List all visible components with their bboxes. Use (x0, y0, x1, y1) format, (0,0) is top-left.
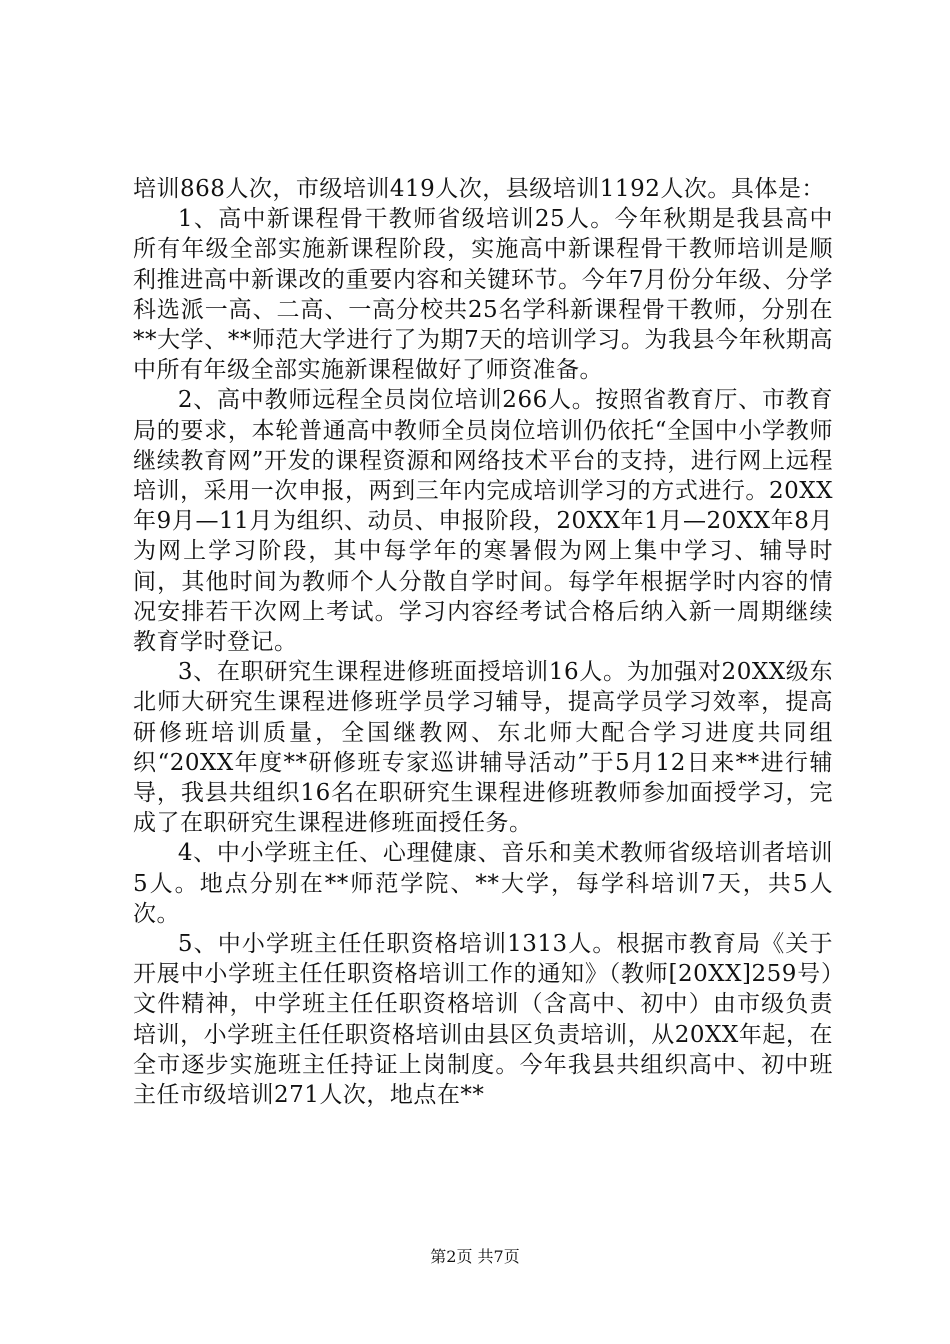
document-body (133, 174, 833, 1110)
page-footer: 第2页 共7页 (430, 1247, 520, 1266)
paragraph-item-5: 5、中小学班主任任职资格培训1313人。根据市教育局《关于开展中小学班主任任职资格培训工作的通知》（教师[20XX]259号）文件精神，中学班主任任职资格培训（含高中、初中）由市级负责培训，小学班主任任职资格培训由县区负责培训，从20XX年起，在全市逐步实施班主任持证上岗制度。今年我县共组织高中、初中班主任市级培训271人次，地点在** (133, 931, 833, 1109)
paragraph-intro: 培训868人次，市级培训419人次，县级培训1192人次。具体是： (133, 176, 825, 202)
paragraph-item-1: 1、高中新课程骨干教师省级培训25人。今年秋期是我县高中所有年级全部实施新课程阶段，实施高中新课程骨干教师培训是顺利推进高中新课改的重要内容和关键环节。今年7月份分年级、分学科选派一高、二高、一高分校共25名学科新课程骨干教师，分别在**大学、**师范大学进行了为期7天的培训学习。为我县今年秋期高中所有年级全部实施新课程做好了师资准备。 (133, 206, 833, 384)
paragraph-item-3: 3、在职研究生课程进修班面授培训16人。为加强对20XX级东北师大研究生课程进修班学员学习辅导，提高学员学习效率，提高研修班培训质量，全国继教网、东北师大配合学习进度共同组织“20XX年度**研修班专家巡讲辅导活动”于5月12日来**进行辅导，我县共组织16名在职研究生课程进修班教师参加面授学习，完成了在职研究生课程进修班面授任务。 (133, 659, 833, 837)
paragraph-item-2: 2、高中教师远程全员岗位培训266人。按照省教育厅、市教育局的要求，本轮普通高中教师全员岗位培训仍依托“全国中小学教师继续教育网”开发的课程资源和网络技术平台的支持，进行网上远程培训，采用一次申报，两到三年内完成培训学习的方式进行。20XX年9月—11月为组织、动员、申报阶段，20XX年1月—20XX年8月为网上学习阶段，其中每学年的寒暑假为网上集中学习、辅导时间，其他时间为教师个人分散自学时间。每学年根据学时内容的情况安排若干次网上考试。学习内容经考试合格后纳入新一周期继续教育学时登记。 (133, 387, 833, 656)
paragraph-item-4: 4、中小学班主任、心理健康、音乐和美术教师省级培训者培训5人。地点分别在**师范学院、**大学，每学科培训7天，共5人次。 (133, 840, 833, 927)
